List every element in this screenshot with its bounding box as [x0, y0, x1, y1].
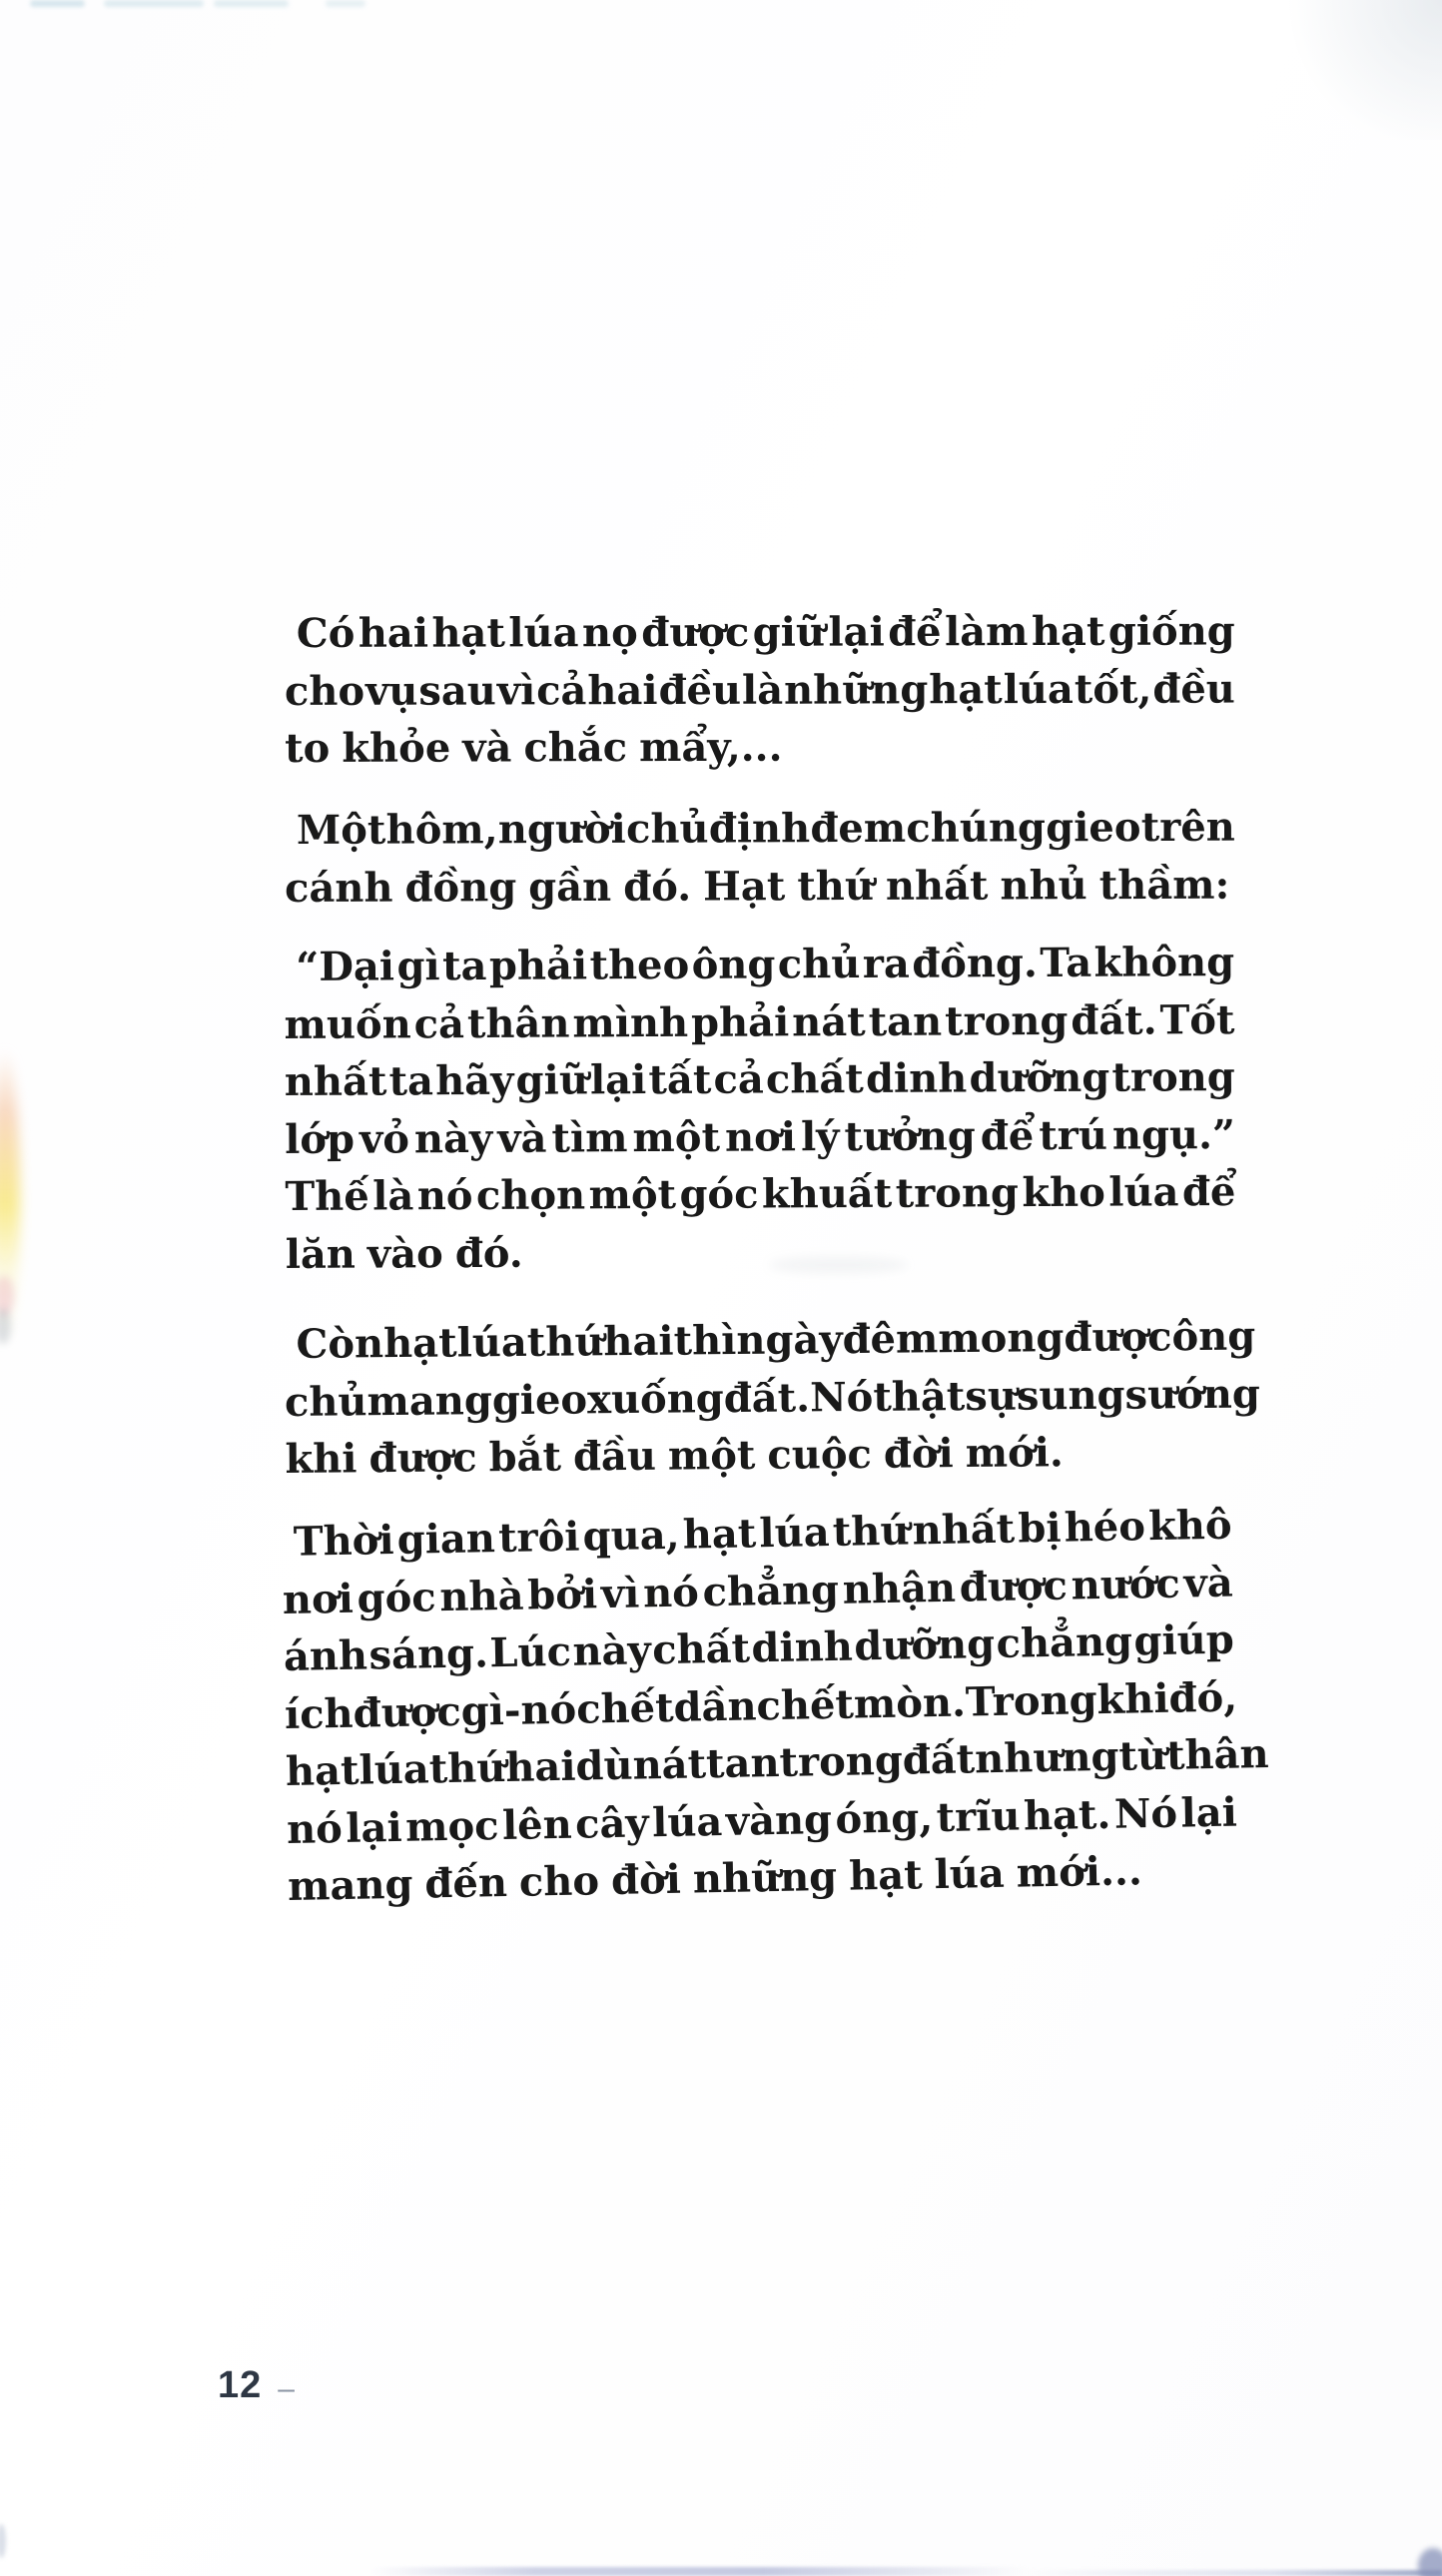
- scan-artifact-top-smudge: [30, 0, 85, 7]
- scan-artifact-top-smudge: [214, 0, 289, 7]
- text-line: ích được gì - nó chết dần chết mòn. Trong khi đó,: [284, 1673, 1238, 1738]
- scan-artifact-top-smudge: [104, 0, 204, 7]
- text-line: chủ mang gieo xuống đất. Nó thật sự sung sướng: [284, 1369, 1261, 1425]
- text-line: khi được bắt đầu một cuộc đời mới.: [285, 1428, 1065, 1483]
- text-line: “Dại gì ta phải theo ông chủ ra đồng. Ta không: [296, 938, 1235, 990]
- text-line: Một hôm, người chủ định đem chúng gieo trên: [296, 803, 1235, 854]
- text-line: to khỏe và chắc mẩy,...: [285, 723, 783, 772]
- text-line: muốn cả thân mình phải nát tan trong đất. Tốt: [284, 995, 1235, 1048]
- text-line: Thế là nó chọn một góc khuất trong kho lúa để: [285, 1167, 1236, 1220]
- page-number: [218, 2364, 296, 2407]
- story-text: [282, 605, 1269, 1916]
- text-line: cánh đồng gần đó. Hạt thứ nhất nhủ thầm:: [285, 860, 1230, 911]
- text-line: Còn hạt lúa thứ hai thì ngày đêm mong được ông: [296, 1312, 1256, 1368]
- text-line: Thời gian trôi qua, hạt lúa thứ nhất bị héo khô: [293, 1501, 1232, 1566]
- text-line: hạt lúa thứ hai dù nát tan trong đất nhưng từ thân: [285, 1729, 1269, 1795]
- text-line: nơi góc nhà bởi vì nó chẳng nhận được nước và: [282, 1559, 1234, 1623]
- text-line: nó lại mọc lên cây lúa vàng óng, trĩu hạt. Nó lại: [286, 1788, 1238, 1853]
- scan-artifact-yellow-smudge: [0, 1048, 20, 1348]
- text-line: mang đến cho đời những hạt lúa mới...: [287, 1847, 1143, 1910]
- scan-artifact-top-smudge: [326, 0, 365, 7]
- scan-artifact-left-notch: [0, 2524, 6, 2558]
- scan-artifact-bottom-edge: [1019, 2570, 1442, 2576]
- scan-artifact-pink-smudge: [0, 1276, 14, 1316]
- paragraph: [285, 603, 1235, 778]
- text-line: nhất ta hãy giữ lại tất cả chất dinh dưỡng trong: [284, 1052, 1235, 1105]
- text-line: ánh sáng. Lúc này chất dinh dưỡng chẳng giúp: [283, 1615, 1235, 1681]
- text-line: Có hai hạt lúa nọ được giữ lại để làm hạt giống: [296, 607, 1235, 657]
- paragraph: [281, 1497, 1269, 1916]
- paragraph: [284, 1307, 1261, 1488]
- scan-artifact-gray-smudge: [0, 1308, 11, 1344]
- scan-artifact-corner-mark: [1418, 2548, 1442, 2576]
- paragraph: [284, 934, 1236, 1283]
- text-line: cho vụ sau vì cả hai đều là những hạt lúa tốt, đều: [284, 665, 1235, 715]
- text-line: lăn vào đó.: [285, 1228, 523, 1277]
- page-number-dash: –: [278, 2371, 296, 2405]
- text-line: lớp vỏ này và tìm một nơi lý tưởng để trú ngụ.”: [285, 1110, 1236, 1162]
- paragraph: [285, 798, 1235, 916]
- scan-artifact-bottom-edge: [369, 2567, 1029, 2576]
- page-number-value: 12: [218, 2364, 263, 2406]
- scan-artifact-corner-shade: [1272, 0, 1442, 140]
